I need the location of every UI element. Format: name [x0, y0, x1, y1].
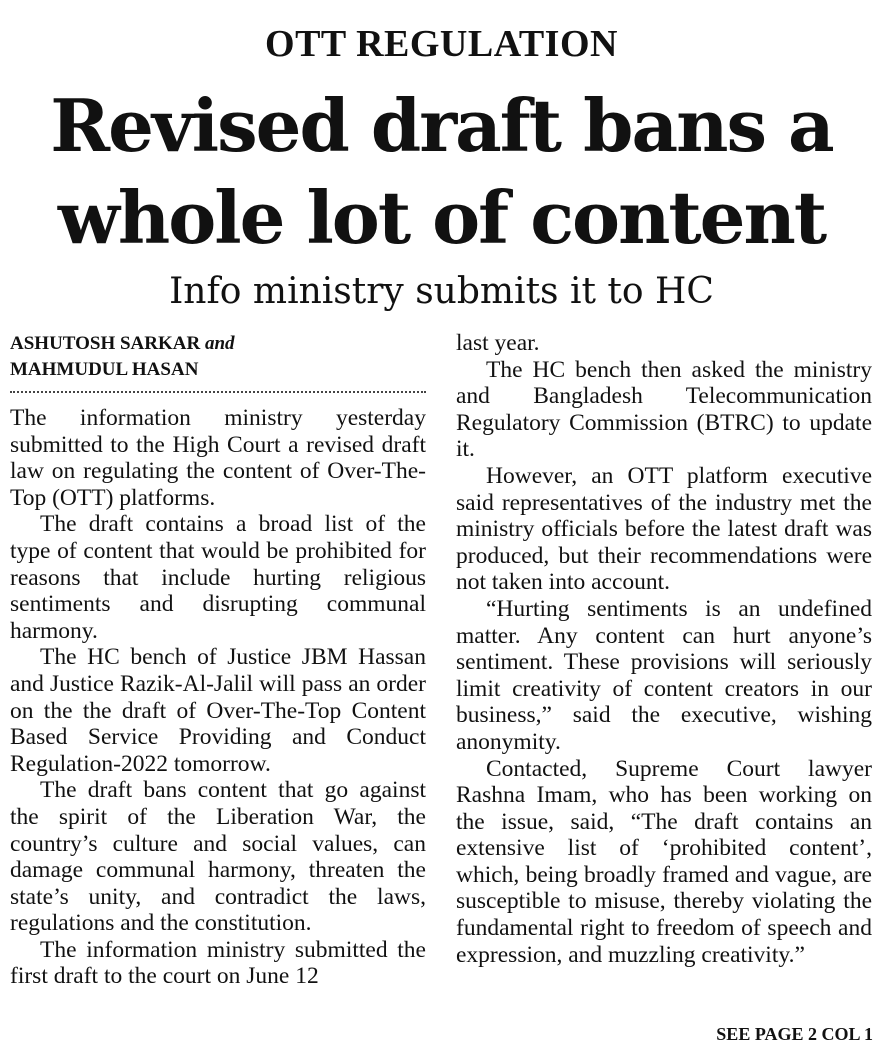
article-column-left	[10, 330, 426, 990]
paragraph-5-continued: last year.	[456, 330, 540, 356]
author-2: MAHMUDUL HASAN	[10, 359, 199, 380]
paragraph-1: The information ministry yesterday submitted to the High Court a revised draft law on regulating the content of Over-The-Top (OTT) platforms.	[10, 405, 426, 511]
paragraph-3: The HC bench of Justice JBM Hassan and Justice Razik-Al-Jalil will pass an order on the the draft of Over-The-Top Content Based Service Providing and Conduct Regulation-2022 tomorrow.	[10, 644, 426, 777]
headline-line-1: Revised draft bans a	[50, 83, 833, 168]
author-1: ASHUTOSH SARKAR	[10, 333, 201, 354]
paragraph-9: Contacted, Supreme Court lawyer Rashna Imam, who has been working on the issue, said, “The draft contains an extensive list of ‘prohibited content’, which, being broadly framed and vague, are susceptible to misuse, thereby violating the fundamental right to freedom of speech and expression, and muzzling creativity.”	[456, 755, 872, 968]
headline-line-2: whole lot of content	[57, 175, 826, 260]
subheadline: Info ministry submits it to HC	[169, 271, 714, 312]
byline-divider	[10, 391, 426, 393]
paragraph-8: “Hurting sentiments is an undefined matter. Any content can hurt anyone’s sentiment. These provisions will seriously limit creativity of content creators in our business,” said the executive, wishing anonymity.	[456, 595, 872, 755]
headline	[0, 80, 883, 264]
article-column-right	[456, 330, 872, 968]
paragraph-7: However, an OTT platform executive said representatives of the industry met the ministry officials before the latest draft was produced, but their recommendations were not taken into account.	[456, 462, 872, 596]
jump-line: SEE PAGE 2 COL 1	[716, 1024, 873, 1044]
byline-conjunction: and	[204, 333, 235, 354]
byline	[10, 330, 426, 383]
paragraph-6: The HC bench then asked the ministry and Bangladesh Telecommunication Regulatory Commission (BTRC) to update it.	[456, 356, 872, 463]
section-kicker: OTT REGULATION	[265, 23, 618, 65]
paragraph-5: The information ministry submitted the first draft to the court on June 12	[10, 936, 426, 990]
paragraph-4: The draft bans content that go against the spirit of the Liberation War, the country’s culture and social values, can damage communal harmony, threaten the state’s unity, and contradict the laws, regulations and the constitution.	[10, 777, 426, 937]
paragraph-2: The draft contains a broad list of the type of content that would be prohibited for reasons that include hurting religious sentiments and disrupting communal harmony.	[10, 511, 426, 644]
